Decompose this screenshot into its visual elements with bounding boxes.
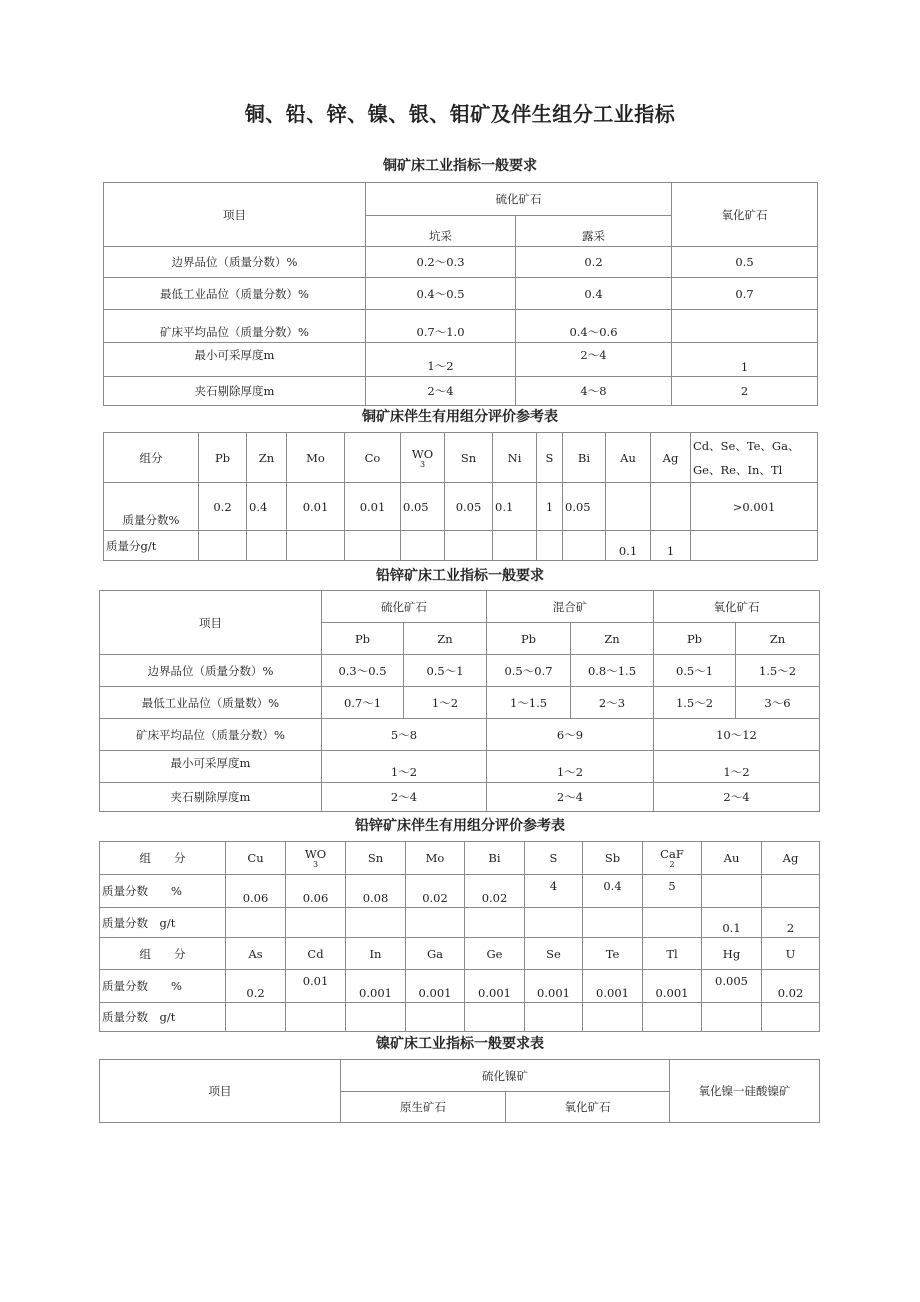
cell: 2～4 [366, 377, 516, 406]
lead-zinc-requirements-table [99, 590, 820, 812]
cell [345, 531, 401, 561]
header-oxide-ore: 氧化矿石 [654, 591, 820, 623]
cell: 0.02 [762, 970, 820, 1003]
cell [346, 908, 406, 938]
cell [401, 531, 445, 561]
cell: 0.001 [583, 970, 643, 1003]
row-label: 夹石剔除厚度m [100, 783, 322, 812]
cell: 2～4 [654, 783, 820, 812]
cell: 1 [537, 483, 563, 531]
col-header: Tl [643, 938, 702, 970]
cell [445, 531, 493, 561]
row-label: 质量分数 g/t [100, 908, 226, 938]
row-label: 边界品位（质量分数）% [100, 655, 322, 687]
col-header: Cd [286, 938, 346, 970]
cell: 3～6 [736, 687, 820, 719]
header-underground: 坑采 [366, 216, 516, 247]
row-label: 边界品位（质量分数）% [104, 247, 366, 278]
cell: 0.5～1 [654, 655, 736, 687]
cell [465, 908, 525, 938]
cell: 5～8 [322, 719, 487, 751]
col-header: Au [606, 433, 651, 483]
cell: 0.1 [702, 908, 762, 938]
copper-associated-heading: 铜矿床伴生有用组分评价参考表 [362, 409, 558, 425]
cell: 0.2 [516, 247, 672, 278]
header-primary-ore: 原生矿石 [341, 1092, 506, 1123]
cell [583, 1003, 643, 1032]
table-row [100, 875, 820, 908]
cell: 0.4 [583, 875, 643, 908]
cell: 2～3 [571, 687, 654, 719]
row-label: 质量分数% [104, 483, 199, 531]
cell [762, 875, 820, 908]
formula-wo: WO [304, 847, 327, 861]
cell [583, 908, 643, 938]
row-label: 质量分数 % [100, 970, 226, 1003]
cell: 0.1 [606, 531, 651, 561]
col-header: Co [345, 433, 401, 483]
cell [247, 531, 287, 561]
cell [525, 908, 583, 938]
cell: 2～4 [487, 783, 654, 812]
cell [226, 908, 286, 938]
cell [406, 1003, 465, 1032]
table-row [104, 247, 818, 278]
header-sulfide-nickel: 硫化镍矿 [341, 1060, 670, 1092]
table-row [100, 655, 820, 687]
header-item: 项目 [100, 591, 322, 655]
col-header: Sn [346, 842, 406, 875]
col-header-caf2 [643, 842, 702, 875]
cell [643, 1003, 702, 1032]
subscript-3: 3 [419, 459, 426, 469]
cell: 0.1 [493, 483, 537, 531]
cell [563, 531, 606, 561]
table-row [104, 343, 818, 377]
header-component: 组分 [104, 433, 199, 483]
cell: 0.02 [406, 875, 465, 908]
col-header: Sb [583, 842, 643, 875]
cell: 0.8～1.5 [571, 655, 654, 687]
cell: 0.001 [525, 970, 583, 1003]
sub-header-zn: Zn [571, 623, 654, 655]
formula-caf: CaF [660, 847, 684, 861]
table-row [100, 1003, 820, 1032]
cell [537, 531, 563, 561]
cell [702, 1003, 762, 1032]
header-item: 项目 [104, 183, 366, 247]
cell [643, 908, 702, 938]
col-header: S [537, 433, 563, 483]
col-header: Ni [493, 433, 537, 483]
col-header: Ga [406, 938, 465, 970]
row-label: 夹石剔除厚度m [104, 377, 366, 406]
cell: 0.7～1.0 [366, 310, 516, 343]
col-header: Au [702, 842, 762, 875]
row-label: 质量分g/t [104, 531, 199, 561]
col-header: Zn [247, 433, 287, 483]
document-title: 铜、铅、锌、镍、银、钼矿及伴生组分工业指标 [244, 102, 676, 126]
cell [762, 1003, 820, 1032]
cell [287, 531, 345, 561]
cell [286, 1003, 346, 1032]
table-row [104, 531, 818, 561]
col-header-rare-elements: Cd、Se、Te、Ga、Ge、Re、In、Tl [691, 433, 818, 483]
subscript-2: 2 [669, 860, 675, 869]
col-header: Ag [651, 433, 691, 483]
cell: 0.4～0.6 [516, 310, 672, 343]
lead-zinc-associated-heading: 铅锌矿床伴生有用组分评价参考表 [355, 818, 565, 834]
cell [199, 531, 247, 561]
col-header: Sn [445, 433, 493, 483]
header-component: 组 分 [100, 842, 226, 875]
col-header: Se [525, 938, 583, 970]
col-header: Ag [762, 842, 820, 875]
table-row [100, 783, 820, 812]
table-row [104, 278, 818, 310]
cell: 0.001 [346, 970, 406, 1003]
row-label: 最低工业品位（质量分数）% [104, 278, 366, 310]
cell [493, 531, 537, 561]
copper-associated-table [103, 432, 818, 561]
col-header: Te [583, 938, 643, 970]
cell: 0.05 [445, 483, 493, 531]
col-header: Pb [199, 433, 247, 483]
header-oxide-silicate-nickel: 氧化镍一硅酸镍矿 [670, 1060, 820, 1123]
col-header: As [226, 938, 286, 970]
col-header: Mo [287, 433, 345, 483]
sub-header-zn: Zn [736, 623, 820, 655]
col-header-wo3 [286, 842, 346, 875]
table-row [100, 687, 820, 719]
cell: 1 [651, 531, 691, 561]
cell: 2 [672, 377, 818, 406]
lead-zinc-associated-table [99, 841, 820, 1032]
nickel-requirements-table [99, 1059, 820, 1123]
cell: 0.4 [247, 483, 287, 531]
cell: 2～4 [516, 343, 672, 377]
copper-requirements-table [103, 182, 818, 406]
cell [465, 1003, 525, 1032]
col-header: U [762, 938, 820, 970]
cell: 0.02 [465, 875, 525, 908]
cell [691, 531, 818, 561]
cell: 0.05 [563, 483, 606, 531]
cell: 0.5～0.7 [487, 655, 571, 687]
formula-wo: WO [411, 446, 434, 461]
cell: 0.001 [465, 970, 525, 1003]
table-row [104, 310, 818, 343]
table-row [104, 377, 818, 406]
sub-header-pb: Pb [654, 623, 736, 655]
cell: 5 [643, 875, 702, 908]
cell: 0.01 [286, 970, 346, 1003]
header-oxide-ore: 氧化矿石 [672, 183, 818, 247]
cell: 2～4 [322, 783, 487, 812]
cell: 0.2 [199, 483, 247, 531]
cell: 0.05 [401, 483, 445, 531]
header-sulfide-ore: 硫化矿石 [366, 183, 672, 216]
cell: 1～2 [322, 751, 487, 783]
table-row [104, 483, 818, 531]
cell [606, 483, 651, 531]
cell [525, 1003, 583, 1032]
col-header: Bi [563, 433, 606, 483]
nickel-requirements-heading: 镍矿床工业指标一般要求表 [376, 1036, 544, 1052]
row-label: 最低工业品位（质量数）% [100, 687, 322, 719]
cell: 6～9 [487, 719, 654, 751]
cell: 0.06 [226, 875, 286, 908]
header-sulfide-ore: 硫化矿石 [322, 591, 487, 623]
cell: 0.5～1 [404, 655, 487, 687]
col-header: S [525, 842, 583, 875]
cell: 0.2 [226, 970, 286, 1003]
row-label: 最小可采厚度m [104, 343, 366, 377]
cell: 2 [762, 908, 820, 938]
cell [286, 908, 346, 938]
cell: 0.01 [345, 483, 401, 531]
cell [672, 310, 818, 343]
cell: 0.001 [406, 970, 465, 1003]
cell: 1～2 [366, 343, 516, 377]
sub-header-pb: Pb [487, 623, 571, 655]
row-label: 最小可采厚度m [100, 751, 322, 783]
cell: 0.01 [287, 483, 345, 531]
col-header: In [346, 938, 406, 970]
cell [346, 1003, 406, 1032]
cell: 1 [672, 343, 818, 377]
cell: 0.5 [672, 247, 818, 278]
col-header-wo3 [401, 433, 445, 483]
sub-header-zn: Zn [404, 623, 487, 655]
cell: 4～8 [516, 377, 672, 406]
cell: 0.06 [286, 875, 346, 908]
cell [406, 908, 465, 938]
col-header: Hg [702, 938, 762, 970]
cell [651, 483, 691, 531]
sub-header-pb: Pb [322, 623, 404, 655]
table-row [100, 908, 820, 938]
cell: 0.005 [702, 970, 762, 1003]
cell: 1.5～2 [654, 687, 736, 719]
header-mixed-ore: 混合矿 [487, 591, 654, 623]
table-row [100, 751, 820, 783]
row-label: 质量分数 % [100, 875, 226, 908]
table-row [100, 719, 820, 751]
cell [702, 875, 762, 908]
header-item: 项目 [100, 1060, 341, 1123]
cell: 1.5～2 [736, 655, 820, 687]
col-header: Ge [465, 938, 525, 970]
cell: 0.7 [672, 278, 818, 310]
table-row [100, 970, 820, 1003]
cell: 0.4～0.5 [366, 278, 516, 310]
col-header: Mo [406, 842, 465, 875]
row-label: 质量分数 g/t [100, 1003, 226, 1032]
cell: 0.4 [516, 278, 672, 310]
cell: 1～2 [487, 751, 654, 783]
cell: 0.001 [643, 970, 702, 1003]
col-header: Bi [465, 842, 525, 875]
cell: 0.2～0.3 [366, 247, 516, 278]
cell: 0.7～1 [322, 687, 404, 719]
cell [226, 1003, 286, 1032]
copper-requirements-heading: 铜矿床工业指标一般要求 [383, 158, 537, 174]
subscript-3: 3 [312, 860, 319, 869]
cell: 1～2 [654, 751, 820, 783]
row-label: 矿床平均品位（质量分数）% [104, 310, 366, 343]
cell: 10～12 [654, 719, 820, 751]
cell: 4 [525, 875, 583, 908]
col-header: Cu [226, 842, 286, 875]
row-label: 矿床平均品位（质量分数）% [100, 719, 322, 751]
header-open-pit: 露采 [516, 216, 672, 247]
lead-zinc-requirements-heading: 铅锌矿床工业指标一般要求 [376, 568, 544, 584]
cell: >0.001 [691, 483, 818, 531]
cell: 0.08 [346, 875, 406, 908]
cell: 1～1.5 [487, 687, 571, 719]
header-component: 组 分 [100, 938, 226, 970]
cell: 0.3～0.5 [322, 655, 404, 687]
header-oxide-ore: 氧化矿石 [506, 1092, 670, 1123]
cell: 1～2 [404, 687, 487, 719]
